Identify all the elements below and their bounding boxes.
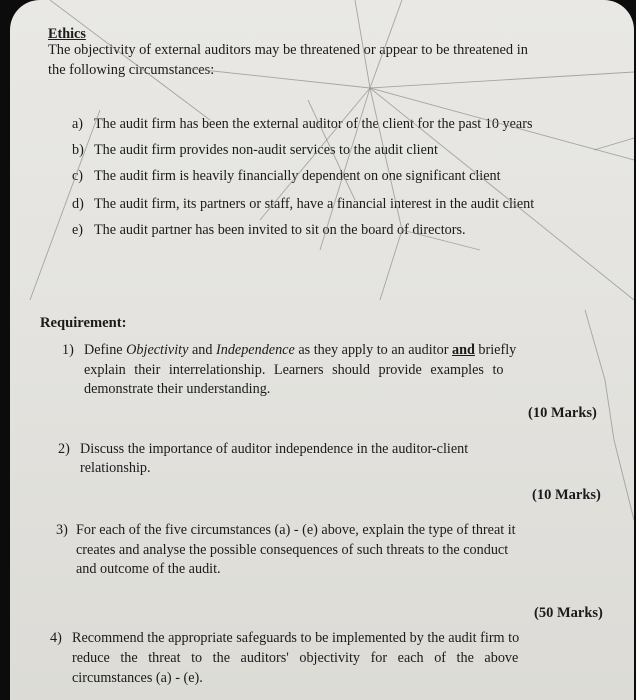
q4-number: 4) — [50, 630, 62, 646]
q3-line-1: For each of the five circumstances (a) - (e) above, explain the type of threat it — [76, 522, 516, 538]
circumstance-b: The audit firm provides non-audit services to the audit client — [94, 142, 438, 158]
circumstance-marker-c: c) — [72, 168, 84, 184]
circumstance-marker-d: d) — [72, 196, 84, 212]
q4-line-3: circumstances (a) - (e). — [72, 670, 203, 686]
circumstance-d: The audit firm, its partners or staff, have a financial interest in the audit client — [94, 196, 535, 212]
q4-line-1: Recommend the appropriate safeguards to be implemented by the audit firm to — [72, 630, 520, 646]
document-photo — [10, 0, 634, 700]
q2-number: 2) — [58, 441, 70, 457]
q1-line-2: explain their interrelationship. Learners should provide examples to — [84, 362, 504, 378]
q1-marks: (10 Marks) — [528, 405, 597, 421]
q1-and-word: and — [452, 342, 475, 358]
q1-part-2: and — [188, 342, 216, 358]
circumstance-marker-e: e) — [72, 222, 84, 238]
q1-part-1: Define — [84, 342, 127, 358]
q1-term-objectivity: Objectivity — [126, 342, 189, 358]
q1-line-3: demonstrate their understanding. — [84, 381, 271, 397]
q1-part-3: as they apply to an auditor — [294, 342, 452, 358]
q1-term-independence: Independence — [216, 342, 295, 358]
circumstance-a: The audit firm has been the external auditor of the client for the past 10 years — [94, 116, 533, 132]
circumstance-e: The audit partner has been invited to sit on the board of directors. — [94, 222, 466, 238]
intro-line-1: The objectivity of external auditors may be threatened or appear to be threatened in — [48, 42, 528, 58]
q2-line-2: relationship. — [80, 460, 151, 476]
q1-part-4: briefly — [474, 342, 517, 358]
q1-number: 1) — [62, 342, 74, 358]
q3-marks: (50 Marks) — [534, 605, 603, 621]
circumstance-c: The audit firm is heavily financially dependent on one significant client — [94, 168, 501, 184]
requirement-heading: Requirement: — [40, 315, 127, 331]
q3-number: 3) — [56, 522, 68, 538]
q4-line-2: reduce the threat to the auditors' objectivity for each of the above — [72, 650, 519, 666]
q3-line-2: creates and analyse the possible consequences of such threats to the conduct — [76, 542, 509, 558]
q1-line-1 — [84, 342, 516, 359]
q3-line-3: and outcome of the audit. — [76, 561, 221, 577]
q2-line-1: Discuss the importance of auditor independence in the auditor-client — [80, 441, 469, 457]
q2-marks: (10 Marks) — [532, 487, 601, 503]
section-title: Ethics — [48, 26, 86, 42]
circumstance-marker-b: b) — [72, 142, 84, 158]
intro-line-2: the following circumstances: — [48, 62, 215, 78]
circumstance-marker-a: a) — [72, 116, 84, 132]
